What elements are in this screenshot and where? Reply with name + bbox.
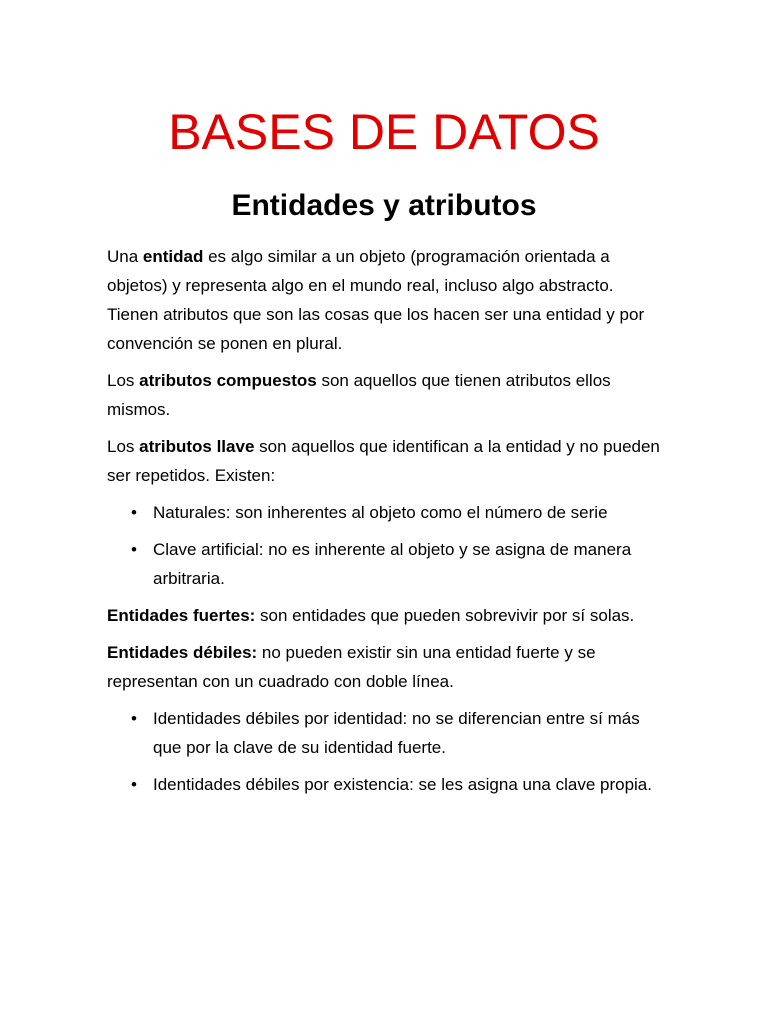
- text-run: no pueden existir sin una entidad fuerte y se representan con un cuadrado con doble línea.: [107, 643, 596, 691]
- bold-term: Entidades débiles:: [107, 643, 258, 662]
- document-title: BASES DE DATOS: [168, 104, 600, 160]
- bold-term: Entidades fuertes:: [107, 606, 256, 625]
- bullet-icon: •: [131, 503, 137, 522]
- list-item-text: Naturales: son inherentes al objeto como el número de serie: [153, 503, 608, 522]
- list-item: [131, 770, 667, 799]
- bold-term: atributos compuestos: [139, 371, 317, 390]
- document-subtitle: Entidades y atributos: [231, 189, 537, 222]
- bold-term: entidad: [142, 247, 204, 266]
- list-item-text: Clave artificial: no es inherente al objeto y se asigna de manera arbitraria.: [153, 540, 632, 588]
- list-item: [131, 498, 667, 527]
- paragraph-entidad: [107, 242, 667, 358]
- bullet-list-debiles: [107, 704, 667, 799]
- text-run: son entidades que pueden sobrevivir por sí solas.: [255, 606, 635, 625]
- paragraph-entidades-fuertes: [107, 601, 667, 630]
- text-run: Los: [107, 371, 140, 390]
- paragraph-atributos-llave: [107, 432, 667, 490]
- list-item: [131, 535, 667, 593]
- paragraph-atributos-compuestos: [107, 366, 667, 424]
- bullet-icon: •: [131, 709, 137, 728]
- text-run: Los: [107, 437, 140, 456]
- bold-term: atributos llave: [139, 437, 255, 456]
- list-item-text: Identidades débiles por existencia: se les asigna una clave propia.: [153, 775, 652, 794]
- list-item: [131, 704, 667, 762]
- text-run: son aquellos que identifican a la entidad y no pueden ser repetidos. Existen:: [107, 437, 660, 485]
- text-run: Una: [107, 247, 143, 266]
- list-item-text: Identidades débiles por identidad: no se diferencian entre sí más que por la clave de su identidad fuerte.: [153, 709, 640, 757]
- document-body: [107, 242, 667, 807]
- paragraph-entidades-debiles: [107, 638, 667, 696]
- text-run: es algo similar a un objeto (programación orientada a objetos) y representa algo en el mundo real, incluso algo abstracto. Tienen atributos que son las cosas que los hacen ser una entidad y por convención se ponen en plural.: [107, 247, 645, 353]
- bullet-list-llave: [107, 498, 667, 593]
- bullet-icon: •: [131, 540, 137, 559]
- bullet-icon: •: [131, 775, 137, 794]
- text-run: son aquellos que tienen atributos ellos mismos.: [107, 371, 611, 419]
